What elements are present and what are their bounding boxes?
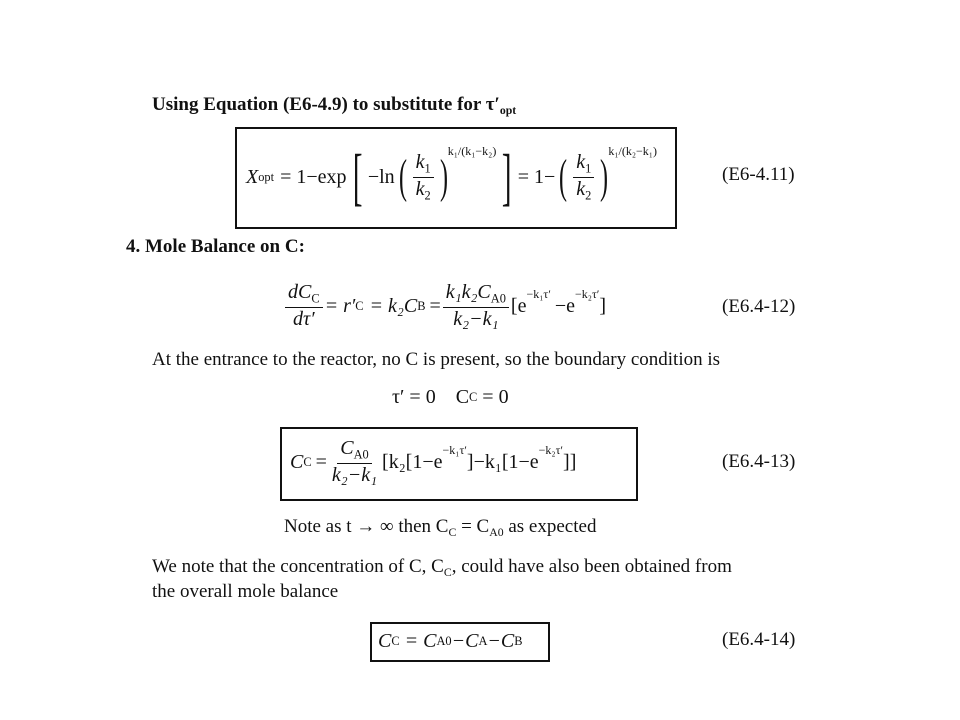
equation-e6-4-12: $\frac{dC_C}{d\tau'}$ = r′ C = k₂C B = $\frac{k_1k_2C_{A0}}{\text{k₂−k₁}}$ [e −k₁τ′ −e −k₂τ′ ]	[283, 280, 606, 332]
equation-label-e6-4-11: (E6-4.11)	[722, 164, 795, 185]
section-heading: 4. Mole Balance on C:	[126, 236, 305, 257]
boundary-equation: τ′ = 0 C C = 0	[392, 386, 509, 408]
intro-line: Using Equation (E6-4.9) to substitute for $\tau'_{opt}$	[152, 94, 517, 118]
equation-e6-4-11: X opt = 1−exp [ −ln ( $\frac{k_1}{k_2}$ ) k₁/(k₁−k₂) ] = 1− ( $\frac{k_1}{k_2}$ ) k₁/(k₂−k₁)	[246, 141, 657, 212]
concentration-line-2: the overall mole balance	[152, 581, 339, 602]
note-line: Note as t → ∞ then $C_C = C_{A0}$ as expected	[284, 516, 597, 540]
equation-label-e6-4-13: (E6.4-13)	[722, 451, 796, 472]
equation-e6-4-14: C C = C A0 −C A −C B	[378, 630, 523, 652]
equation-label-e6-4-12: (E6.4-12)	[722, 296, 796, 317]
boundary-text: At the entrance to the reactor, no C is present, so the boundary condition is	[152, 349, 721, 370]
equation-e6-4-13: C C = $\frac{C_{A0}}{\text{k₂−k₁}}$ [k₂[1−e −k₁τ′ ]−k₁[1−e −k₂τ′ ]]	[290, 437, 577, 486]
equation-label-e6-4-14: (E6.4-14)	[722, 629, 796, 650]
concentration-line-1: We note that the concentration of C, $C_C$, could have also been obtained from	[152, 556, 732, 580]
